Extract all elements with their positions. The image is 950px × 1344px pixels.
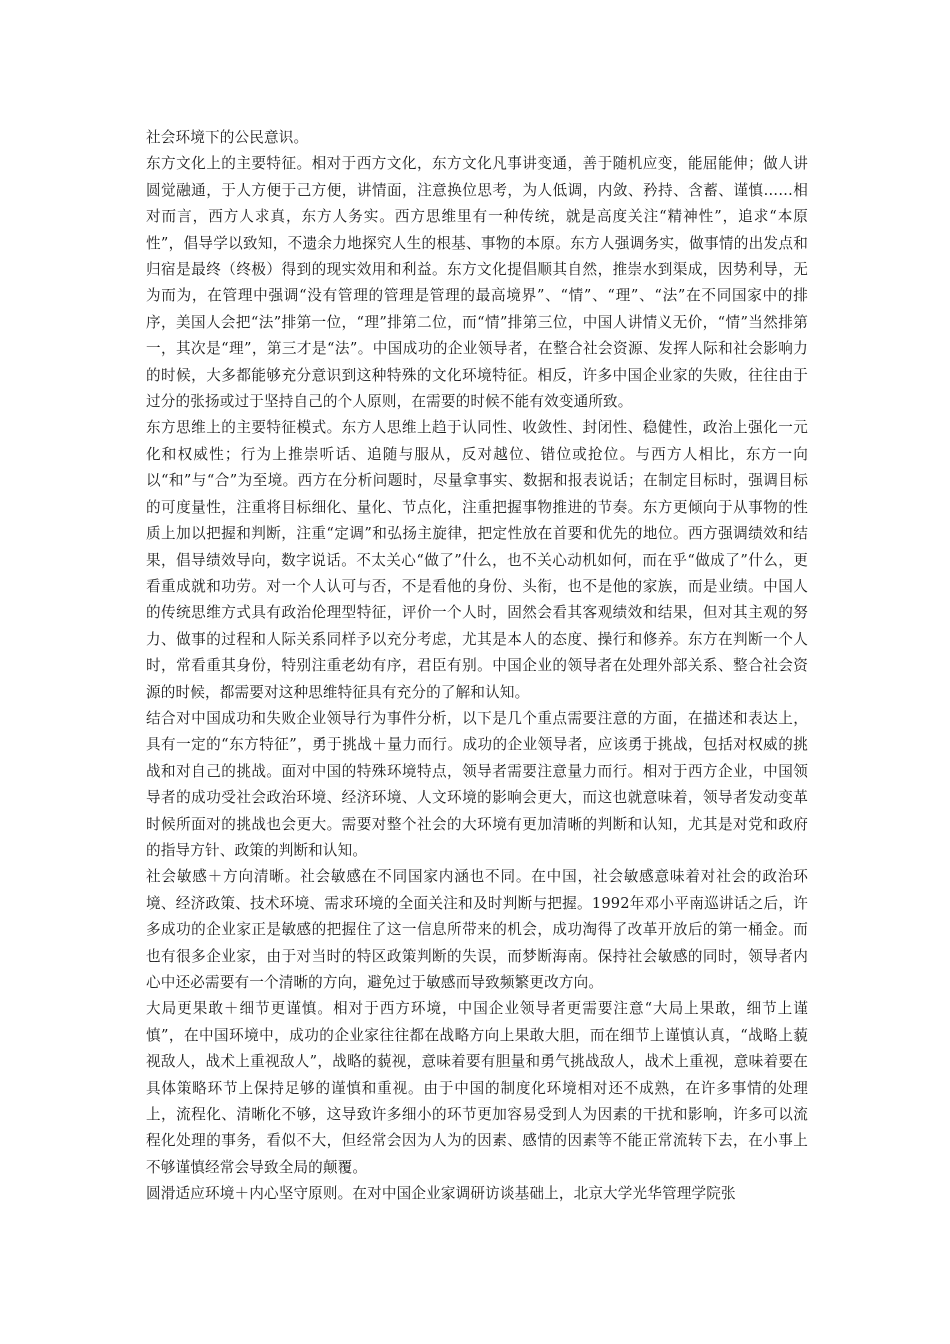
paragraph-social-sensitivity: 社会敏感＋方向清晰。社会敏感在不同国家内涵也不同。在中国，社会敏感意味着对社会的政治环境、经济政策、技术环境、需求环境的全面关注和及时判断与把握。1992年邓小平南巡讲话之后，许多成功的企业家正是敏感的把握住了这一信息所带来的机会，成功淘得了改革开放后的第一桶金。而也有很多企业家，由于对当时的特区政策判断的失误，而梦断海南。保持社会敏感的同时，领导者内心中还必需要有一个清晰的方向，避免过于敏感而导致频繁更改方向。 bbox=[146, 868, 808, 991]
paragraph-eastern-thinking: 东方思维上的主要特征模式。东方人思维上趋于认同性、收敛性、封闭性、稳健性，政治上强化一元化和权威性；行为上推崇听话、追随与服从，反对越位、错位或抢位。与西方人相比，东方一向以“和”与“合”为至境。西方在分析问题时，尽量拿事实、数据和报表说话；在制定目标时，强调目标的可度量性，注重将目标细化、量化、节点化，注重把握事物推进的节奏。东方更倾向于从事物的性质上加以把握和判断，注重“定调”和弘扬主旋律，把定性放在首要和优先的地位。西方强调绩效和结果，倡导绩效导向，数字说话。不太关心“做了”什么，也不关心动机如何，而在乎“做成了”什么，更看重成就和功劳。对一个人认可与否，不是看他的身份、头衔，也不是他的家族，而是业绩。中国人的传统思维方式具有政治伦理型特征，评价一个人时，固然会看其客观绩效和结果，但对其主观的努力、做事的过程和人际关系同样予以充分考虑，尤其是本人的态度、操行和修养。东方在判断一个人时，常看重其身份，特别注重老幼有序，君臣有别。中国企业的领导者在处理外部关系、整合社会资源的时候，都需要对这种思维特征具有充分的了解和认知。 bbox=[146, 419, 808, 701]
paragraph-adapt-and-principles: 圆滑适应环境＋内心坚守原则。在对中国企业家调研访谈基础上，北京大学光华管理学院张 bbox=[146, 1185, 736, 1203]
paragraph-challenge-and-capacity: 结合对中国成功和失败企业领导行为事件分析，以下是几个重点需要注意的方面，在描述和表达上，具有一定的“东方特征”，勇于挑战＋量力而行。成功的企业领导者，应该勇于挑战，包括对权威的挑战和对自己的挑战。面对中国的特殊环境特点，领导者需要注意量力而行。相对于西方企业，中国领导者的成功受社会政治环境、经济环境、人文环境的影响会更大，而这也就意味着，领导者发动变革时候所面对的挑战也会更大。需要对整个社会的大环境有更加清晰的判断和认知，尤其是对党和政府的指导方针、政策的判断和认知。 bbox=[146, 709, 808, 859]
paragraph-big-picture-details: 大局更果敢＋细节更谨慎。相对于西方环境，中国企业领导者更需要注意“大局上果敢，细节上谨慎”，在中国环境中，成功的企业家往往都在战略方向上果敢大胆，而在细节上谨慎认真，“战略上藐视敌人，战术上重视敌人”，战略的藐视，意味着要有胆量和勇气挑战敌人，战术上重视，意味着要在具体策略环节上保持足够的谨慎和重视。由于中国的制度化环境相对还不成熟，在许多事情的处理上，流程化、清晰化不够，这导致许多细小的环节更加容易受到人为因素的干扰和影响，许多可以流程化处理的事务，看似不大，但经常会因为人为的因素、感情的因素等不能正常流转下去，在小事上不够谨慎经常会导致全局的颠覆。 bbox=[146, 1000, 808, 1176]
paragraph-civic-awareness: 社会环境下的公民意识。 bbox=[146, 129, 309, 146]
paragraph-eastern-culture: 东方文化上的主要特征。相对于西方文化，东方文化凡事讲变通，善于随机应变，能屈能伸；做人讲圆觉融通，于人方便于己方便，讲情面，注意换位思考，为人低调，内敛、矜持、含蓄、谨慎……相对而言，西方人求真，东方人务实。西方思维里有一种传统，就是高度关注“精神性”，追求“本原性”，倡导学以致知，不遗余力地探究人生的根基、事物的本原。东方人强调务实，做事情的出发点和归宿是最终（终极）得到的现实效用和利益。东方文化提倡顺其自然，推崇水到渠成，因势利导，无为而为，在管理中强调“没有管理的管理是管理的最高境界”、“情”、“理”、“法”在不同国家中的排序，美国人会把“法”排第一位，“理”排第二位，而“情”排第三位，中国人讲情义无价，“情”当然排第一，其次是“理”，第三才是“法”。中国成功的企业领导者，在整合社会资源、发挥人际和社会影响力的时候，大多都能够充分意识到这种特殊的文化环境特征。相反，许多中国企业家的失败，往往由于过分的张扬或过于坚持自己的个人原则，在需要的时候不能有效变通所致。 bbox=[146, 155, 808, 411]
body-text bbox=[146, 125, 808, 1208]
